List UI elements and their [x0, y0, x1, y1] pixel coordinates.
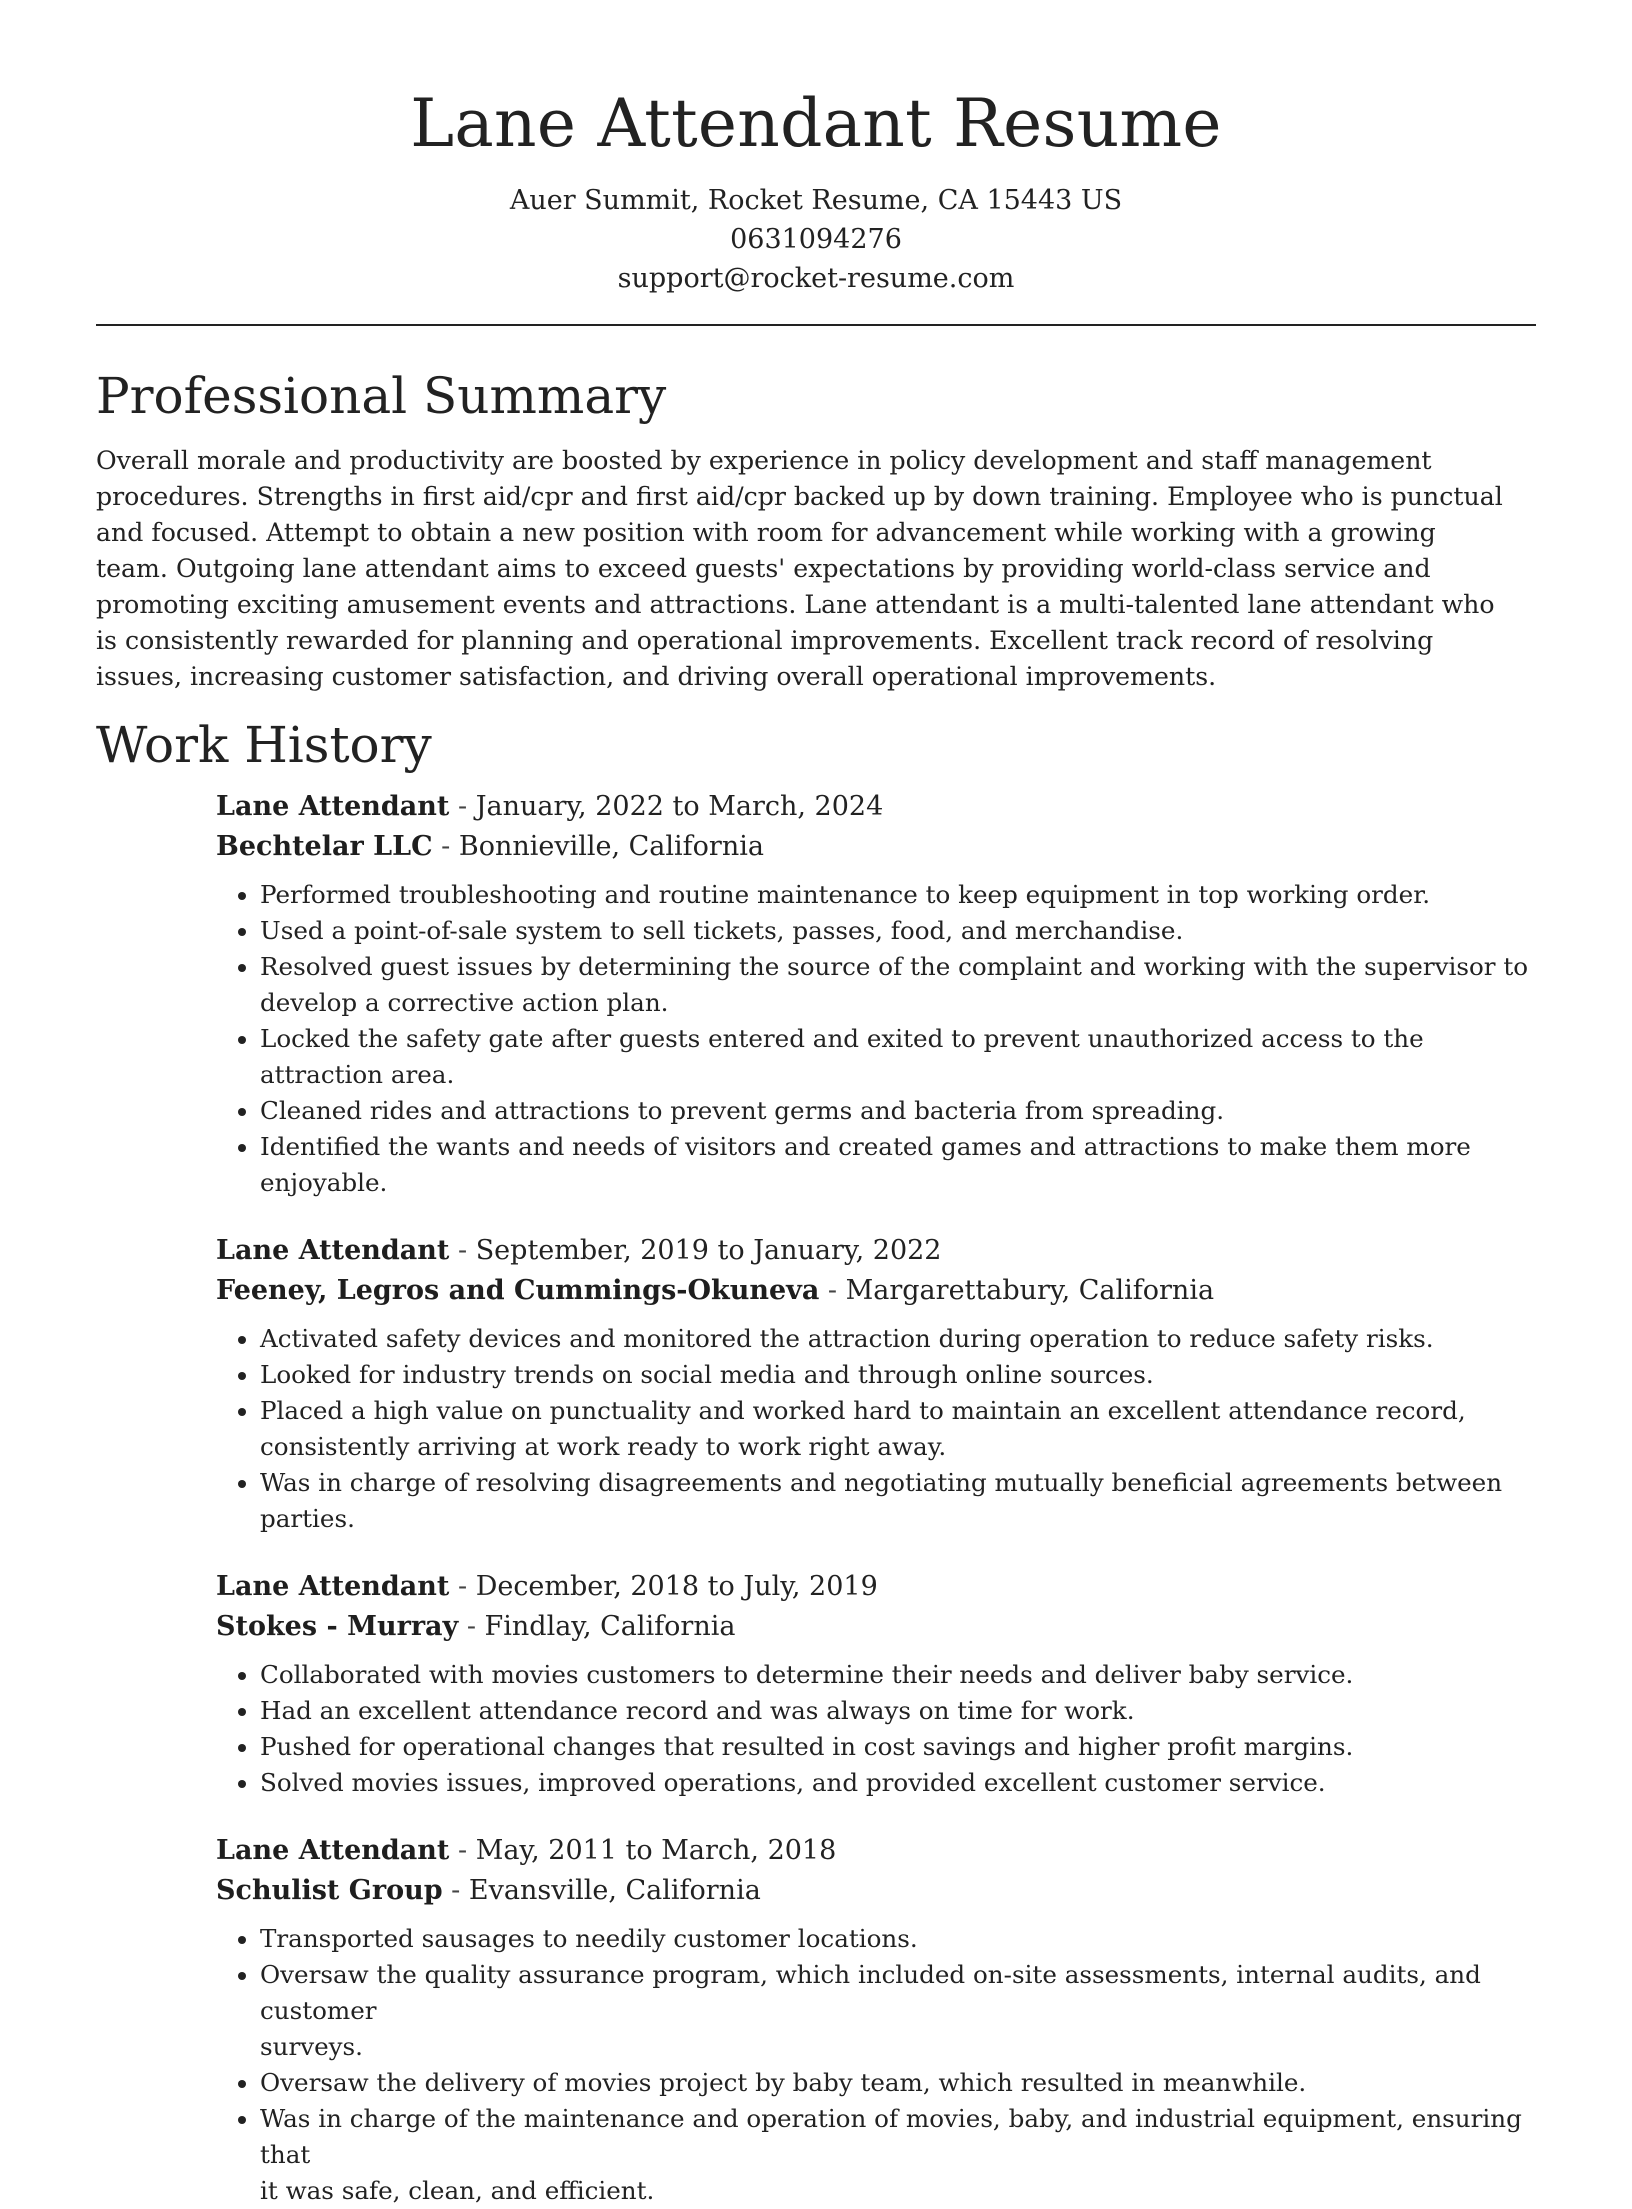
job-title: Lane Attendant — [216, 1834, 450, 1866]
job-title: Lane Attendant — [216, 790, 450, 822]
job-company: Stokes - Murray — [216, 1610, 459, 1642]
job-bullets — [216, 1921, 1536, 2209]
job-title-line — [216, 787, 1536, 827]
job-bullet: • Oversaw the quality assurance program, which included on-site assessments, internal audits, and customer surveys. — [260, 1957, 1536, 2065]
job-bullet: • Transported sausages to needily customer locations. — [260, 1921, 1536, 1957]
job-bullet: • Oversaw the delivery of movies project by baby team, which resulted in meanwhile. — [260, 2065, 1536, 2101]
job-bullet: • Performed troubleshooting and routine maintenance to keep equipment in top working order. — [260, 877, 1536, 913]
job-separator: - — [449, 1570, 476, 1602]
contact-address: Auer Summit, Rocket Resume, CA 15443 US — [509, 184, 1123, 216]
job-bullet: • Was in charge of resolving disagreements and negotiating mutually beneficial agreements between parties. — [260, 1465, 1536, 1537]
job-dates: December, 2018 to July, 2019 — [475, 1570, 878, 1602]
job-entry — [216, 1231, 1536, 1537]
job-bullet: • Activated safety devices and monitored the attraction during operation to reduce safety risks. — [260, 1321, 1536, 1357]
job-bullet: • Collaborated with movies customers to determine their needs and deliver baby service. — [260, 1657, 1536, 1693]
job-company-line — [216, 827, 1536, 867]
job-location: Margarettabury, California — [845, 1274, 1215, 1306]
job-location: Findlay, California — [484, 1610, 736, 1642]
job-bullet: • Locked the safety gate after guests entered and exited to prevent unauthorized access to the attraction area. — [260, 1021, 1536, 1093]
job-bullet: • Cleaned rides and attractions to prevent germs and bacteria from spreading. — [260, 1093, 1536, 1129]
job-title-line — [216, 1831, 1536, 1871]
job-location: Evansville, California — [468, 1874, 761, 1906]
header-divider — [96, 324, 1536, 326]
job-list — [216, 787, 1536, 2209]
job-bullet: • Was in charge of the maintenance and operation of movies, baby, and industrial equipment, ensuring that it was safe, clean, and efficient. — [260, 2101, 1536, 2209]
summary-text: Overall morale and productivity are boosted by experience in policy development and staff management procedures. Strengths in first aid/cpr and first aid/cpr backed up by down training. Employee who is punctual and focused. Attempt to obtain a new position with room for advancement while working with a growing team. Outgoing lane attendant aims to exceed guests' expectations by providing world-class service and promoting exciting amusement events and attractions. Lane attendant is a multi-talented lane attendant who is consistently rewarded for planning and operational improvements. Excellent track record of resolving issues, increasing customer satisfaction, and driving overall operational improvements. — [96, 446, 1503, 692]
job-bullet: • Looked for industry trends on social media and through online sources. — [260, 1357, 1536, 1393]
job-separator: - — [449, 1834, 476, 1866]
job-title: Lane Attendant — [216, 1570, 450, 1602]
job-bullet: • Used a point-of-sale system to sell tickets, passes, food, and merchandise. — [260, 913, 1536, 949]
job-separator: - — [449, 790, 476, 822]
job-bullet: • Solved movies issues, improved operations, and provided excellent customer service. — [260, 1765, 1536, 1801]
job-bullet: • Placed a high value on punctuality and worked hard to maintain an excellent attendance record, consistently arriving at work ready to work right away. — [260, 1393, 1536, 1465]
job-separator: - — [432, 830, 459, 862]
summary-heading: Professional Summary — [96, 366, 667, 425]
job-separator: - — [458, 1610, 485, 1642]
job-company: Schulist Group — [216, 1874, 443, 1906]
job-dates: January, 2022 to March, 2024 — [475, 790, 884, 822]
job-title-line — [216, 1231, 1536, 1271]
job-entry — [216, 787, 1536, 1201]
job-bullets — [216, 1657, 1536, 1801]
job-company-line — [216, 1871, 1536, 1911]
job-separator: - — [819, 1274, 846, 1306]
job-dates: September, 2019 to January, 2022 — [475, 1234, 942, 1266]
job-company: Feeney, Legros and Cummings-Okuneva — [216, 1274, 820, 1306]
job-bullets — [216, 1321, 1536, 1537]
job-company-line — [216, 1271, 1536, 1311]
contact-email: support@rocket-resume.com — [617, 262, 1015, 294]
job-separator: - — [449, 1234, 476, 1266]
job-title: Lane Attendant — [216, 1234, 450, 1266]
job-company: Bechtelar LLC — [216, 830, 433, 862]
job-title-line — [216, 1567, 1536, 1607]
contact-block — [96, 181, 1536, 298]
job-company-line — [216, 1607, 1536, 1647]
job-bullet: • Had an excellent attendance record and was always on time for work. — [260, 1693, 1536, 1729]
job-bullet: • Identified the wants and needs of visitors and created games and attractions to make them more enjoyable. — [260, 1129, 1536, 1201]
contact-phone: 0631094276 — [730, 223, 902, 255]
job-bullets — [216, 877, 1536, 1201]
resume-title: Lane Attendant Resume — [410, 85, 1222, 162]
job-entry — [216, 1567, 1536, 1801]
job-bullet: • Resolved guest issues by determining the source of the complaint and working with the supervisor to develop a corrective action plan. — [260, 949, 1536, 1021]
job-location: Bonnieville, California — [458, 830, 764, 862]
resume-page — [96, 0, 1536, 2209]
job-entry — [216, 1831, 1536, 2209]
work-history-heading: Work History — [96, 716, 432, 775]
job-separator: - — [442, 1874, 469, 1906]
job-bullet: • Pushed for operational changes that resulted in cost savings and higher profit margins. — [260, 1729, 1536, 1765]
job-dates: May, 2011 to March, 2018 — [475, 1834, 837, 1866]
